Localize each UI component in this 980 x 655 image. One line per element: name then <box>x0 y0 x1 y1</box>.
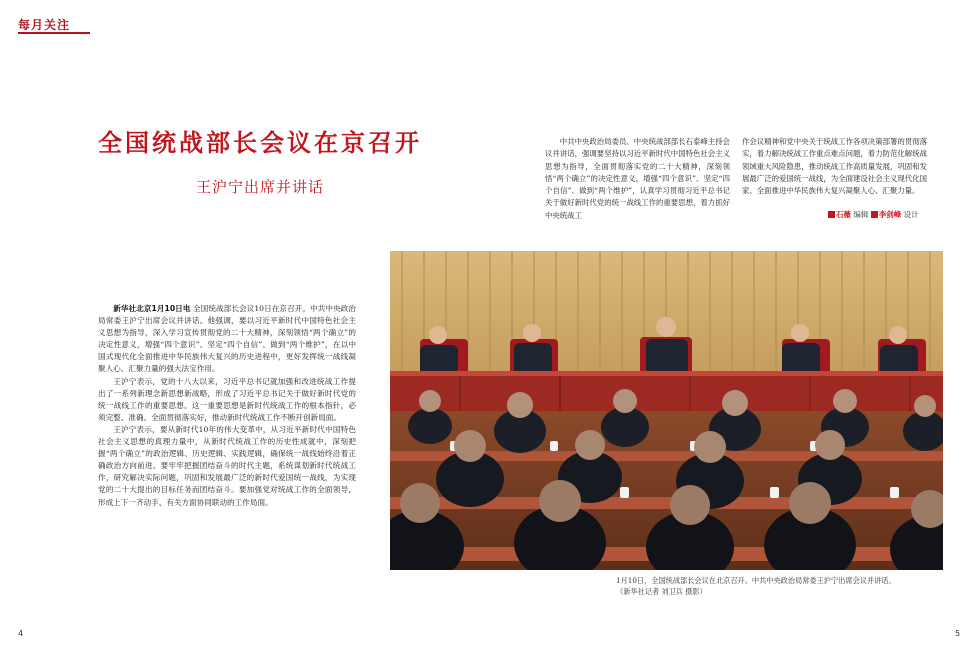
article-column-a <box>545 136 730 222</box>
credit-marker-icon <box>871 211 878 218</box>
designer-role: 设计 <box>903 210 919 219</box>
column-a-text: 中共中央政治局委员、中央统战部部长石泰峰主持会议并讲话，强调要坚持以习近平新时代中国特色社会主义思想为指导，全面贯彻落实党的二十大精神，深刻领悟“两个确立”的决定性意义，增强“四个意识”、坚定“四个自信”、做到“两个维护”，认真学习贯彻习近平总书记关于做好新时代党的统一战线工作的重要思想，着力抓好中央统战工 <box>545 137 730 220</box>
section-tag: 每月关注 <box>18 18 71 32</box>
body-paragraph-1 <box>98 303 356 376</box>
caption-line-2: （新华社记者 刘卫兵 摄影） <box>616 587 707 596</box>
page-number-right: 5 <box>955 629 961 638</box>
designer-name: 李剑峰 <box>878 210 902 219</box>
meeting-photo <box>390 251 943 570</box>
headline: 全国统战部长会议在京召开 <box>98 128 422 157</box>
article-body <box>98 303 356 509</box>
photo-caption <box>616 575 946 597</box>
section-rule <box>18 32 90 34</box>
article-column-b <box>742 136 927 197</box>
subhead: 王沪宁出席并讲话 <box>196 178 325 196</box>
dateline: 新华社北京1月10日电 <box>113 304 191 313</box>
credit-marker-icon <box>828 211 835 218</box>
body-paragraph-3: 王沪宁表示，要从新时代10年的伟大变革中，从习近平新时代中国特色社会主义思想的真理力量中，从新时代统战工作的历史性成就中，深刻把握“两个确立”的政治逻辑、历史逻辑、实践逻辑，确保统一战线始终沿着正确政治方向前进。要牢牢把握团结奋斗的时代主题，系统谋划新时代统战工作，研究解决实际问题，巩固和发展最广泛的新时代爱国统一战线，为实现党的二十大提出的目标任务而团结奋斗。要加强党对统战工作的全面领导，形成上下一齐动手、有关方面协同联动的工作局面。 <box>98 424 356 507</box>
page-number-left: 4 <box>18 629 24 638</box>
editor-role: 编辑 <box>853 210 869 219</box>
column-b-text: 作会议精神和党中央关于统战工作各项决策部署的贯彻落实，着力解决统战工作重点难点问题，着力防范化解统战领域重大风险隐患，推动统战工作高质量发展，巩固和发展最广泛的爱国统一战线，为全面建设社会主义现代化国家、全面推进中华民族伟大复兴凝聚人心、汇聚力量。 <box>742 137 927 196</box>
body-paragraph-1-text: 全国统战部长会议10日在京召开。中共中央政治局常委王沪宁出席会议并讲话。他强调，要以习近平新时代中国特色社会主义思想为指导，深入学习宣传贯彻党的二十大精神，深刻领悟“两个确立”的决定性意义，增强“四个意识”、坚定“四个自信”、做到“两个维护”，在以中国式现代化全面推进中华民族伟大复兴的历史进程中，更好发挥统一战线凝聚人心、汇聚力量的强大法宝作用。 <box>98 304 356 374</box>
credits <box>828 209 919 220</box>
body-paragraph-2: 王沪宁表示，党的十八大以来，习近平总书记就加强和改进统战工作提出了一系列新理念新思想新战略，形成了习近平总书记关于做好新时代党的统一战线工作的重要思想。这一重要思想是新时代统战工作的根本指针，必须完整、准确、全面贯彻落实好，推动新时代统战工作不断开创新局面。 <box>98 376 356 422</box>
caption-line-1: 1月10日，全国统战部长会议在北京召开。中共中央政治局常委王沪宁出席会议并讲话。 <box>616 576 896 585</box>
editor-name: 石薇 <box>836 210 851 219</box>
meeting-photo-illustration <box>390 251 943 570</box>
